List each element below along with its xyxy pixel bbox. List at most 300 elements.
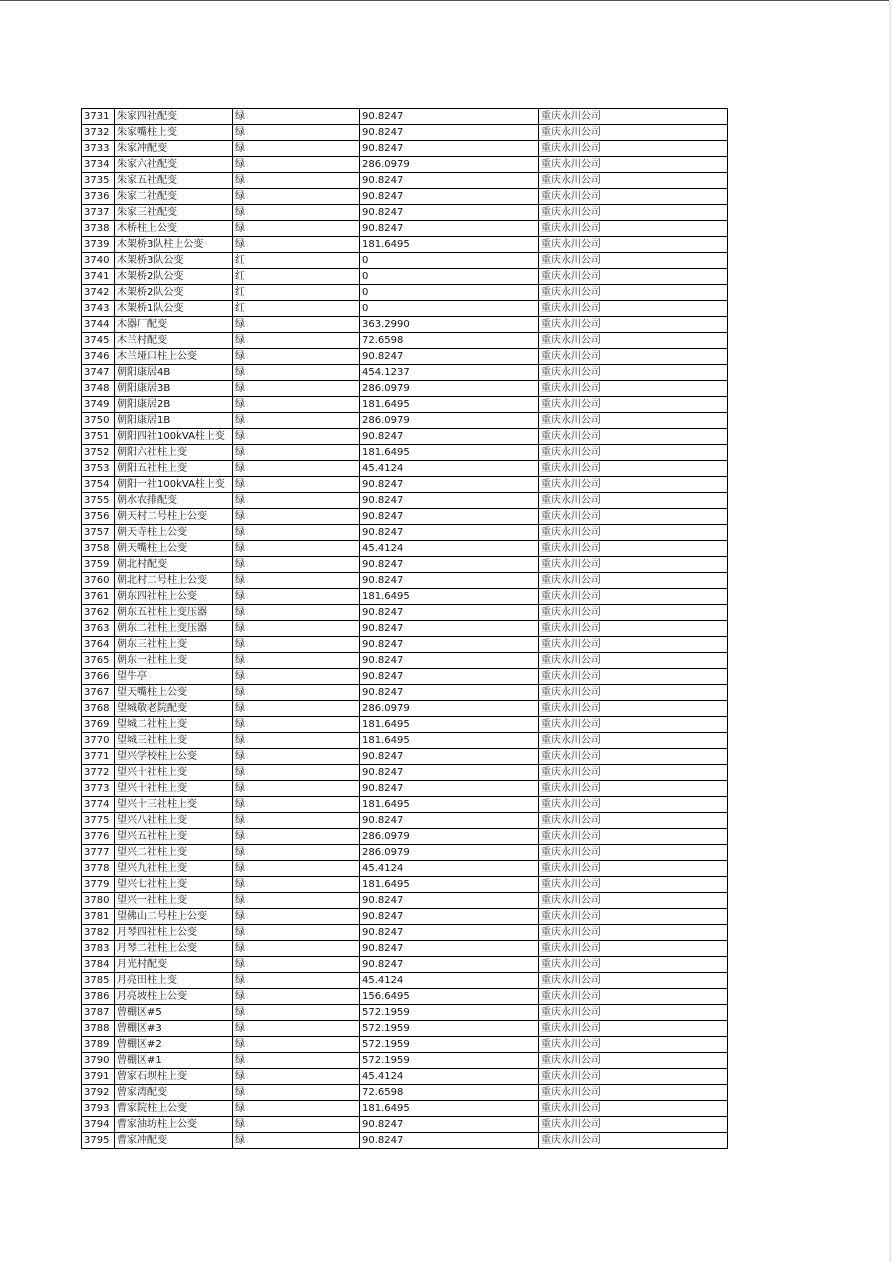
value-cell: 90.8247 [360, 909, 539, 925]
transformer-name-cell: 望兴二社柱上变 [115, 845, 233, 861]
row-id-cell: 3732 [82, 125, 115, 141]
transformer-name-cell: 木架桥1队公变 [115, 301, 233, 317]
row-id-cell: 3737 [82, 205, 115, 221]
table-row [82, 637, 728, 653]
table-row [82, 621, 728, 637]
value-cell: 90.8247 [360, 813, 539, 829]
row-id-cell: 3793 [82, 1101, 115, 1117]
company-cell: 重庆永川公司 [539, 253, 728, 269]
status-cell: 绿 [233, 509, 360, 525]
company-cell: 重庆永川公司 [539, 733, 728, 749]
company-cell: 重庆永川公司 [539, 189, 728, 205]
table-row [82, 477, 728, 493]
table-row [82, 461, 728, 477]
transformer-name-cell: 望佛山二号柱上公变 [115, 909, 233, 925]
row-id-cell: 3783 [82, 941, 115, 957]
status-cell: 绿 [233, 589, 360, 605]
value-cell: 572.1959 [360, 1005, 539, 1021]
row-id-cell: 3787 [82, 1005, 115, 1021]
row-id-cell: 3767 [82, 685, 115, 701]
transformer-name-cell: 望兴十社柱上变 [115, 765, 233, 781]
table-row [82, 989, 728, 1005]
row-id-cell: 3741 [82, 269, 115, 285]
row-id-cell: 3772 [82, 765, 115, 781]
company-cell: 重庆永川公司 [539, 397, 728, 413]
transformer-name-cell: 木器厂配变 [115, 317, 233, 333]
table-row [82, 1117, 728, 1133]
table-row [82, 845, 728, 861]
company-cell: 重庆永川公司 [539, 269, 728, 285]
company-cell: 重庆永川公司 [539, 525, 728, 541]
status-cell: 绿 [233, 445, 360, 461]
row-id-cell: 3759 [82, 557, 115, 573]
value-cell: 181.6495 [360, 797, 539, 813]
value-cell: 90.8247 [360, 557, 539, 573]
table-row [82, 813, 728, 829]
transformer-name-cell: 月琴二社柱上公变 [115, 941, 233, 957]
company-cell: 重庆永川公司 [539, 573, 728, 589]
row-id-cell: 3745 [82, 333, 115, 349]
row-id-cell: 3791 [82, 1069, 115, 1085]
table-row [82, 285, 728, 301]
value-cell: 90.8247 [360, 781, 539, 797]
status-cell: 绿 [233, 877, 360, 893]
status-cell: 绿 [233, 1101, 360, 1117]
transformer-name-cell: 朱家四社配变 [115, 109, 233, 125]
table-row [82, 205, 728, 221]
table-row [82, 1101, 728, 1117]
company-cell: 重庆永川公司 [539, 893, 728, 909]
status-cell: 绿 [233, 573, 360, 589]
company-cell: 重庆永川公司 [539, 365, 728, 381]
transformer-name-cell: 朝北村配变 [115, 557, 233, 573]
value-cell: 363.2990 [360, 317, 539, 333]
company-cell: 重庆永川公司 [539, 317, 728, 333]
value-cell: 90.8247 [360, 637, 539, 653]
company-cell: 重庆永川公司 [539, 845, 728, 861]
transformer-name-cell: 月琴四社柱上公变 [115, 925, 233, 941]
value-cell: 181.6495 [360, 445, 539, 461]
row-id-cell: 3792 [82, 1085, 115, 1101]
company-cell: 重庆永川公司 [539, 1053, 728, 1069]
status-cell: 绿 [233, 381, 360, 397]
transformer-name-cell: 望兴十三社柱上变 [115, 797, 233, 813]
transformer-name-cell: 朝东一社柱上变 [115, 653, 233, 669]
transformer-name-cell: 朝天嘴柱上公变 [115, 541, 233, 557]
status-cell: 绿 [233, 413, 360, 429]
transformer-name-cell: 朝天村二号柱上公变 [115, 509, 233, 525]
status-cell: 绿 [233, 1037, 360, 1053]
value-cell: 181.6495 [360, 717, 539, 733]
table-row [82, 253, 728, 269]
value-cell: 90.8247 [360, 1133, 539, 1149]
status-cell: 绿 [233, 925, 360, 941]
row-id-cell: 3748 [82, 381, 115, 397]
transformer-name-cell: 朝阳五社柱上变 [115, 461, 233, 477]
transformer-name-cell: 望兴五社柱上变 [115, 829, 233, 845]
table-row [82, 317, 728, 333]
company-cell: 重庆永川公司 [539, 653, 728, 669]
row-id-cell: 3768 [82, 701, 115, 717]
transformer-name-cell: 朝水农排配变 [115, 493, 233, 509]
row-id-cell: 3766 [82, 669, 115, 685]
company-cell: 重庆永川公司 [539, 141, 728, 157]
row-id-cell: 3747 [82, 365, 115, 381]
company-cell: 重庆永川公司 [539, 349, 728, 365]
row-id-cell: 3776 [82, 829, 115, 845]
row-id-cell: 3755 [82, 493, 115, 509]
row-id-cell: 3777 [82, 845, 115, 861]
value-cell: 90.8247 [360, 173, 539, 189]
value-cell: 90.8247 [360, 349, 539, 365]
transformer-name-cell: 望牛亭 [115, 669, 233, 685]
row-id-cell: 3752 [82, 445, 115, 461]
table-row [82, 669, 728, 685]
row-id-cell: 3762 [82, 605, 115, 621]
table-row [82, 541, 728, 557]
row-id-cell: 3753 [82, 461, 115, 477]
value-cell: 90.8247 [360, 605, 539, 621]
row-id-cell: 3781 [82, 909, 115, 925]
table-row [82, 877, 728, 893]
company-cell: 重庆永川公司 [539, 173, 728, 189]
status-cell: 绿 [233, 717, 360, 733]
company-cell: 重庆永川公司 [539, 557, 728, 573]
transformer-name-cell: 朱家三社配变 [115, 205, 233, 221]
transformer-name-cell: 朝东四社柱上公变 [115, 589, 233, 605]
value-cell: 45.4124 [360, 541, 539, 557]
company-cell: 重庆永川公司 [539, 1117, 728, 1133]
company-cell: 重庆永川公司 [539, 717, 728, 733]
status-cell: 绿 [233, 845, 360, 861]
transformer-name-cell: 曾棚区#2 [115, 1037, 233, 1053]
company-cell: 重庆永川公司 [539, 829, 728, 845]
value-cell: 181.6495 [360, 589, 539, 605]
table-body [82, 109, 728, 1149]
status-cell: 红 [233, 269, 360, 285]
value-cell: 572.1959 [360, 1053, 539, 1069]
table-row [82, 269, 728, 285]
transformer-name-cell: 望兴一社柱上变 [115, 893, 233, 909]
company-cell: 重庆永川公司 [539, 797, 728, 813]
value-cell: 90.8247 [360, 765, 539, 781]
status-cell: 绿 [233, 1085, 360, 1101]
value-cell: 45.4124 [360, 973, 539, 989]
value-cell: 286.0979 [360, 413, 539, 429]
table-row [82, 973, 728, 989]
transformer-name-cell: 望兴学校柱上公变 [115, 749, 233, 765]
table-row [82, 893, 728, 909]
value-cell: 90.8247 [360, 669, 539, 685]
transformer-name-cell: 望兴九社柱上变 [115, 861, 233, 877]
row-id-cell: 3760 [82, 573, 115, 589]
table-row [82, 701, 728, 717]
value-cell: 181.6495 [360, 733, 539, 749]
transformer-name-cell: 朝阳康居2B [115, 397, 233, 413]
row-id-cell: 3749 [82, 397, 115, 413]
value-cell: 90.8247 [360, 221, 539, 237]
company-cell: 重庆永川公司 [539, 301, 728, 317]
company-cell: 重庆永川公司 [539, 781, 728, 797]
status-cell: 绿 [233, 237, 360, 253]
table-row [82, 925, 728, 941]
status-cell: 绿 [233, 1053, 360, 1069]
transformer-name-cell: 曾棚区#3 [115, 1021, 233, 1037]
row-id-cell: 3774 [82, 797, 115, 813]
table-row [82, 365, 728, 381]
value-cell: 45.4124 [360, 861, 539, 877]
transformer-name-cell: 木架桥3队公变 [115, 253, 233, 269]
status-cell: 绿 [233, 317, 360, 333]
company-cell: 重庆永川公司 [539, 925, 728, 941]
row-id-cell: 3731 [82, 109, 115, 125]
transformer-name-cell: 朱家六社配变 [115, 157, 233, 173]
status-cell: 绿 [233, 349, 360, 365]
status-cell: 绿 [233, 685, 360, 701]
status-cell: 绿 [233, 1069, 360, 1085]
status-cell: 绿 [233, 637, 360, 653]
table-row [82, 429, 728, 445]
status-cell: 绿 [233, 461, 360, 477]
transformer-name-cell: 木桥柱上公变 [115, 221, 233, 237]
value-cell: 90.8247 [360, 141, 539, 157]
row-id-cell: 3765 [82, 653, 115, 669]
status-cell: 绿 [233, 829, 360, 845]
company-cell: 重庆永川公司 [539, 1037, 728, 1053]
transformer-name-cell: 朝阳一社100kVA柱上变 [115, 477, 233, 493]
value-cell: 90.8247 [360, 125, 539, 141]
status-cell: 绿 [233, 221, 360, 237]
value-cell: 90.8247 [360, 573, 539, 589]
row-id-cell: 3738 [82, 221, 115, 237]
value-cell: 181.6495 [360, 1101, 539, 1117]
row-id-cell: 3780 [82, 893, 115, 909]
table-row [82, 557, 728, 573]
status-cell: 绿 [233, 1021, 360, 1037]
transformer-name-cell: 朝天寺柱上公变 [115, 525, 233, 541]
transformer-name-cell: 曹家油坊柱上公变 [115, 1117, 233, 1133]
value-cell: 286.0979 [360, 381, 539, 397]
transformer-table [81, 108, 728, 1149]
row-id-cell: 3795 [82, 1133, 115, 1149]
status-cell: 绿 [233, 765, 360, 781]
page-top-border [0, 0, 892, 1]
status-cell: 绿 [233, 653, 360, 669]
company-cell: 重庆永川公司 [539, 749, 728, 765]
transformer-name-cell: 朝东二社柱上变压器 [115, 621, 233, 637]
table-row [82, 1021, 728, 1037]
status-cell: 绿 [233, 941, 360, 957]
row-id-cell: 3790 [82, 1053, 115, 1069]
table-row [82, 525, 728, 541]
table-row [82, 1085, 728, 1101]
transformer-name-cell: 朝阳康居3B [115, 381, 233, 397]
company-cell: 重庆永川公司 [539, 1133, 728, 1149]
value-cell: 286.0979 [360, 845, 539, 861]
table-row [82, 413, 728, 429]
status-cell: 红 [233, 253, 360, 269]
value-cell: 90.8247 [360, 893, 539, 909]
row-id-cell: 3757 [82, 525, 115, 541]
company-cell: 重庆永川公司 [539, 493, 728, 509]
table-row [82, 765, 728, 781]
company-cell: 重庆永川公司 [539, 1101, 728, 1117]
value-cell: 286.0979 [360, 157, 539, 173]
transformer-name-cell: 望兴七社柱上变 [115, 877, 233, 893]
value-cell: 90.8247 [360, 477, 539, 493]
value-cell: 286.0979 [360, 829, 539, 845]
table-row [82, 1133, 728, 1149]
value-cell: 90.8247 [360, 685, 539, 701]
status-cell: 绿 [233, 781, 360, 797]
company-cell: 重庆永川公司 [539, 765, 728, 781]
table-row [82, 685, 728, 701]
table-row [82, 861, 728, 877]
row-id-cell: 3734 [82, 157, 115, 173]
status-cell: 绿 [233, 477, 360, 493]
company-cell: 重庆永川公司 [539, 605, 728, 621]
table-row [82, 797, 728, 813]
status-cell: 绿 [233, 429, 360, 445]
transformer-name-cell: 望兴十社柱上变 [115, 781, 233, 797]
table-row [82, 941, 728, 957]
value-cell: 454.1237 [360, 365, 539, 381]
table-row [82, 717, 728, 733]
table-row [82, 909, 728, 925]
value-cell: 90.8247 [360, 525, 539, 541]
row-id-cell: 3778 [82, 861, 115, 877]
table-row [82, 1053, 728, 1069]
status-cell: 绿 [233, 733, 360, 749]
table-row [82, 237, 728, 253]
value-cell: 90.8247 [360, 653, 539, 669]
transformer-name-cell: 朱家嘴柱上变 [115, 125, 233, 141]
transformer-name-cell: 朱家五社配变 [115, 173, 233, 189]
status-cell: 绿 [233, 957, 360, 973]
status-cell: 绿 [233, 205, 360, 221]
row-id-cell: 3756 [82, 509, 115, 525]
table-row [82, 589, 728, 605]
company-cell: 重庆永川公司 [539, 685, 728, 701]
row-id-cell: 3733 [82, 141, 115, 157]
table-row [82, 781, 728, 797]
value-cell: 90.8247 [360, 925, 539, 941]
transformer-name-cell: 木架桥3队柱上公变 [115, 237, 233, 253]
status-cell: 绿 [233, 525, 360, 541]
row-id-cell: 3751 [82, 429, 115, 445]
row-id-cell: 3735 [82, 173, 115, 189]
status-cell: 绿 [233, 909, 360, 925]
row-id-cell: 3739 [82, 237, 115, 253]
row-id-cell: 3785 [82, 973, 115, 989]
transformer-name-cell: 望天嘴柱上公变 [115, 685, 233, 701]
transformer-name-cell: 朝东三社柱上变 [115, 637, 233, 653]
company-cell: 重庆永川公司 [539, 205, 728, 221]
transformer-name-cell: 月亮坡柱上公变 [115, 989, 233, 1005]
transformer-name-cell: 木架桥2队公变 [115, 285, 233, 301]
company-cell: 重庆永川公司 [539, 109, 728, 125]
status-cell: 绿 [233, 701, 360, 717]
row-id-cell: 3786 [82, 989, 115, 1005]
value-cell: 72.6598 [360, 1085, 539, 1101]
value-cell: 90.8247 [360, 509, 539, 525]
status-cell: 绿 [233, 173, 360, 189]
status-cell: 绿 [233, 989, 360, 1005]
row-id-cell: 3761 [82, 589, 115, 605]
status-cell: 绿 [233, 141, 360, 157]
value-cell: 0 [360, 269, 539, 285]
company-cell: 重庆永川公司 [539, 877, 728, 893]
row-id-cell: 3746 [82, 349, 115, 365]
company-cell: 重庆永川公司 [539, 413, 728, 429]
row-id-cell: 3754 [82, 477, 115, 493]
row-id-cell: 3794 [82, 1117, 115, 1133]
row-id-cell: 3750 [82, 413, 115, 429]
transformer-name-cell: 望城敬老院配变 [115, 701, 233, 717]
transformer-name-cell: 木架桥2队公变 [115, 269, 233, 285]
row-id-cell: 3758 [82, 541, 115, 557]
value-cell: 90.8247 [360, 941, 539, 957]
company-cell: 重庆永川公司 [539, 477, 728, 493]
company-cell: 重庆永川公司 [539, 941, 728, 957]
table-row [82, 397, 728, 413]
status-cell: 绿 [233, 109, 360, 125]
transformer-name-cell: 朝阳康居4B [115, 365, 233, 381]
status-cell: 绿 [233, 749, 360, 765]
company-cell: 重庆永川公司 [539, 973, 728, 989]
transformer-name-cell: 朝东五社柱上变压器 [115, 605, 233, 621]
status-cell: 绿 [233, 1005, 360, 1021]
value-cell: 286.0979 [360, 701, 539, 717]
table-row [82, 157, 728, 173]
status-cell: 绿 [233, 605, 360, 621]
value-cell: 0 [360, 301, 539, 317]
row-id-cell: 3744 [82, 317, 115, 333]
status-cell: 绿 [233, 397, 360, 413]
table-row [82, 1005, 728, 1021]
table-row [82, 173, 728, 189]
table-row [82, 109, 728, 125]
status-cell: 绿 [233, 1117, 360, 1133]
row-id-cell: 3736 [82, 189, 115, 205]
value-cell: 90.8247 [360, 109, 539, 125]
row-id-cell: 3782 [82, 925, 115, 941]
company-cell: 重庆永川公司 [539, 1069, 728, 1085]
company-cell: 重庆永川公司 [539, 541, 728, 557]
row-id-cell: 3775 [82, 813, 115, 829]
value-cell: 181.6495 [360, 397, 539, 413]
table-row [82, 653, 728, 669]
status-cell: 绿 [233, 813, 360, 829]
status-cell: 绿 [233, 493, 360, 509]
table-row [82, 957, 728, 973]
value-cell: 572.1959 [360, 1037, 539, 1053]
transformer-name-cell: 朝阳六社柱上变 [115, 445, 233, 461]
transformer-name-cell: 望城二社柱上变 [115, 717, 233, 733]
value-cell: 90.8247 [360, 1117, 539, 1133]
company-cell: 重庆永川公司 [539, 589, 728, 605]
company-cell: 重庆永川公司 [539, 429, 728, 445]
company-cell: 重庆永川公司 [539, 669, 728, 685]
company-cell: 重庆永川公司 [539, 509, 728, 525]
row-id-cell: 3779 [82, 877, 115, 893]
transformer-name-cell: 朝阳四社100kVA柱上变 [115, 429, 233, 445]
company-cell: 重庆永川公司 [539, 637, 728, 653]
transformer-name-cell: 曹家院柱上公变 [115, 1101, 233, 1117]
value-cell: 181.6495 [360, 237, 539, 253]
transformer-name-cell: 朝北村二号柱上公变 [115, 573, 233, 589]
row-id-cell: 3742 [82, 285, 115, 301]
